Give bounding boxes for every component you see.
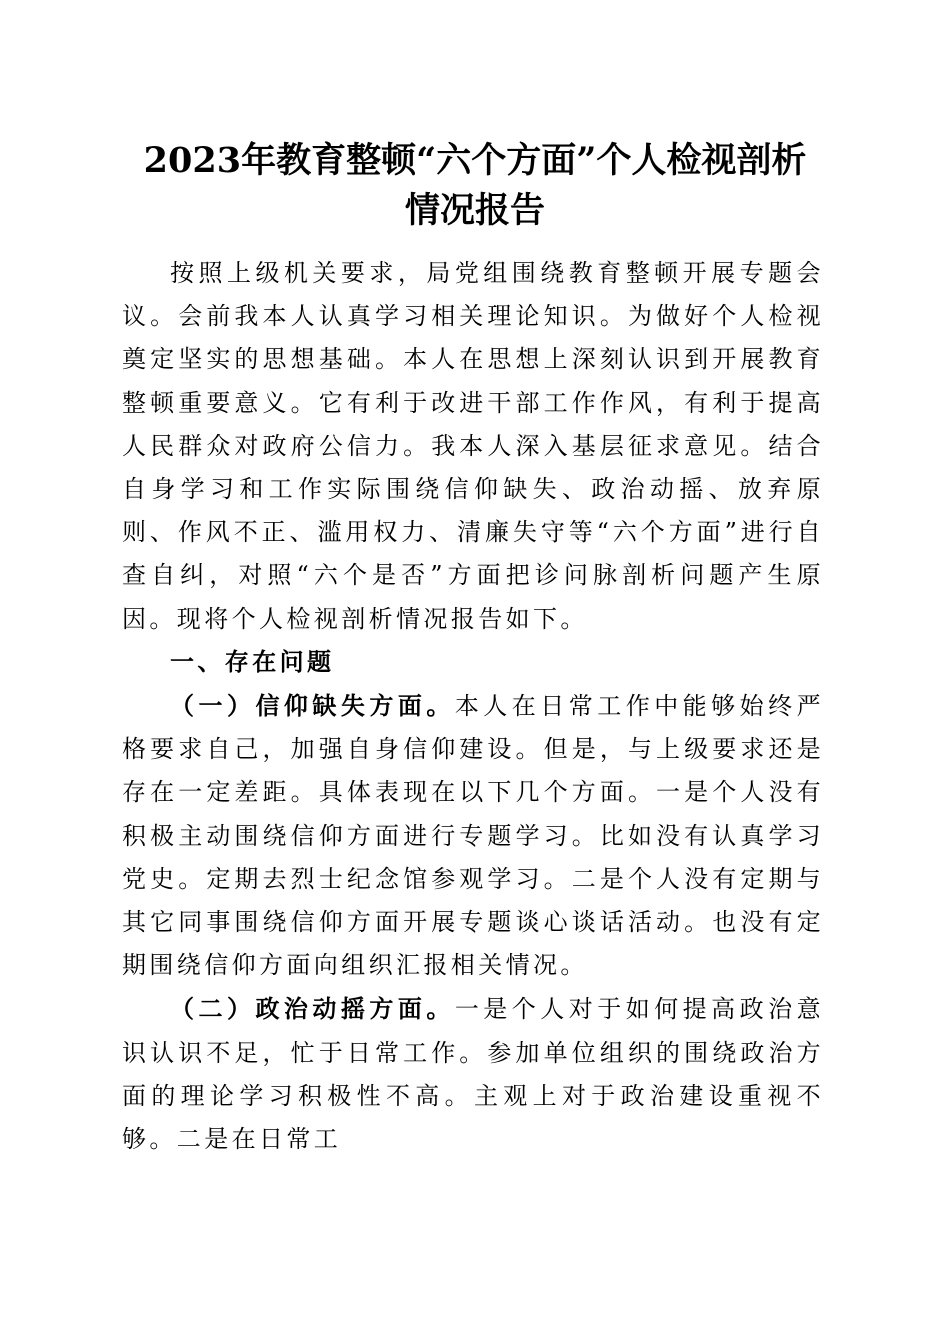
- item-lead-politics: （二）政治动摇方面。: [170, 994, 455, 1024]
- item-text-politics: 一是个人对于如何提高政治意识认识不足，忙于日常工作。参加单位组织的围绕政治方面的理论学习积极性不高。主观上对于政治建设重视不够。二是在日常工: [122, 995, 825, 1154]
- intro-paragraph: 按照上级机关要求，局党组围绕教育整顿开展专题会议。会前我本人认真学习相关理论知识。为做好个人检视奠定坚实的思想基础。本人在思想上深刻认识到开展教育整顿重要意义。它有利于改进干部工作作风，有利于提高人民群众对政府公信力。我本人深入基层征求意见。结合自身学习和工作实际围绕信仰缺失、政治动摇、放弃原则、作风不正、滥用权力、清廉失守等“六个方面”进行自查自纠，对照“六个是否”方面把诊问脉剖析问题产生原因。现将个人检视剖析情况报告如下。: [122, 259, 824, 633]
- document-title: [120, 136, 830, 236]
- document-body: [122, 252, 824, 1161]
- item-paragraph-belief: [122, 684, 824, 987]
- item-lead-belief: （一）信仰缺失方面。: [170, 691, 455, 721]
- title-line-2: 情况报告: [404, 190, 545, 231]
- item-paragraph-politics: [122, 987, 824, 1161]
- item-text-belief: 本人在日常工作中能够始终严格要求自己，加强自身信仰建设。但是，与上级要求还是存在一定差距。具体表现在以下几个方面。一是个人没有积极主动围绕信仰方面进行专题学习。比如没有认真学习党史。定期去烈士纪念馆参观学习。二是个人没有定期与其它同事围绕信仰方面开展专题谈心谈话活动。也没有定期围绕信仰方面向组织汇报相关情况。: [122, 692, 825, 980]
- section-heading-problems: 一、存在问题: [170, 647, 335, 676]
- title-line-1: 2023年教育整顿“六个方面”个人检视剖析: [143, 140, 807, 181]
